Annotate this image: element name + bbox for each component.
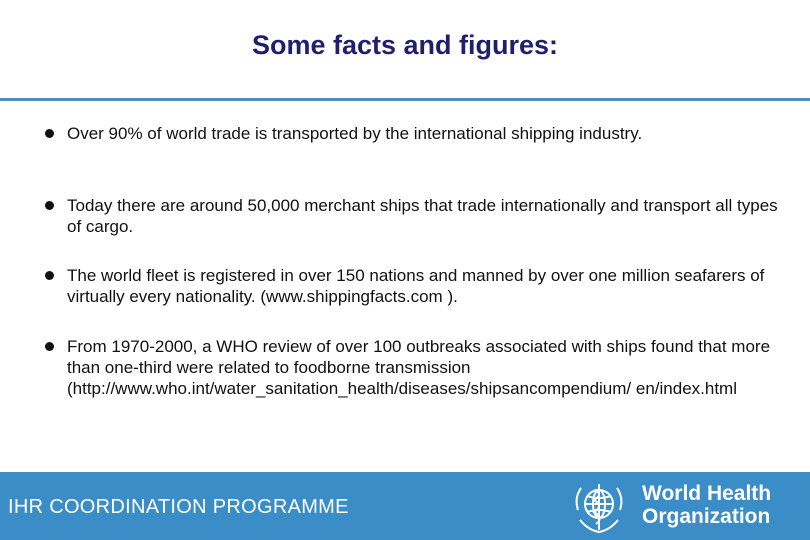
footer-bar xyxy=(0,472,810,540)
bullet-text: From 1970-2000, a WHO review of over 100 outbreaks associated with ships found that more than one-third were related to foodborne transmission (http://www.who.int/water_sanitation_health/diseases/shipsancompendium/ en/index.html xyxy=(67,337,771,398)
bullet-dot-icon xyxy=(45,342,54,351)
who-emblem-icon xyxy=(568,480,630,536)
bullet-text: Today there are around 50,000 merchant ships that trade internationally and transport all types of cargo. xyxy=(67,196,778,236)
bullet-dot-icon xyxy=(45,129,54,138)
bullet-text: Over 90% of world trade is transported by the international shipping industry. xyxy=(67,124,643,143)
list-item xyxy=(45,265,785,307)
list-item xyxy=(45,336,785,399)
page-title: Some facts and figures: xyxy=(251,30,559,60)
list-item xyxy=(45,195,785,237)
title-divider xyxy=(0,98,810,101)
organization-name-line2: Organization xyxy=(642,505,771,528)
list-item xyxy=(45,123,642,144)
organization-name-line1: World Health xyxy=(642,482,772,505)
bullet-text: The world fleet is registered in over 150 nations and manned by over one million seafarers of virtually every nationality. (www.shippingfacts.com ). xyxy=(67,266,765,306)
bullet-dot-icon xyxy=(45,201,54,210)
bullet-dot-icon xyxy=(45,271,54,280)
organization-name xyxy=(642,482,771,528)
program-name: IHR COORDINATION PROGRAMME xyxy=(8,496,349,518)
